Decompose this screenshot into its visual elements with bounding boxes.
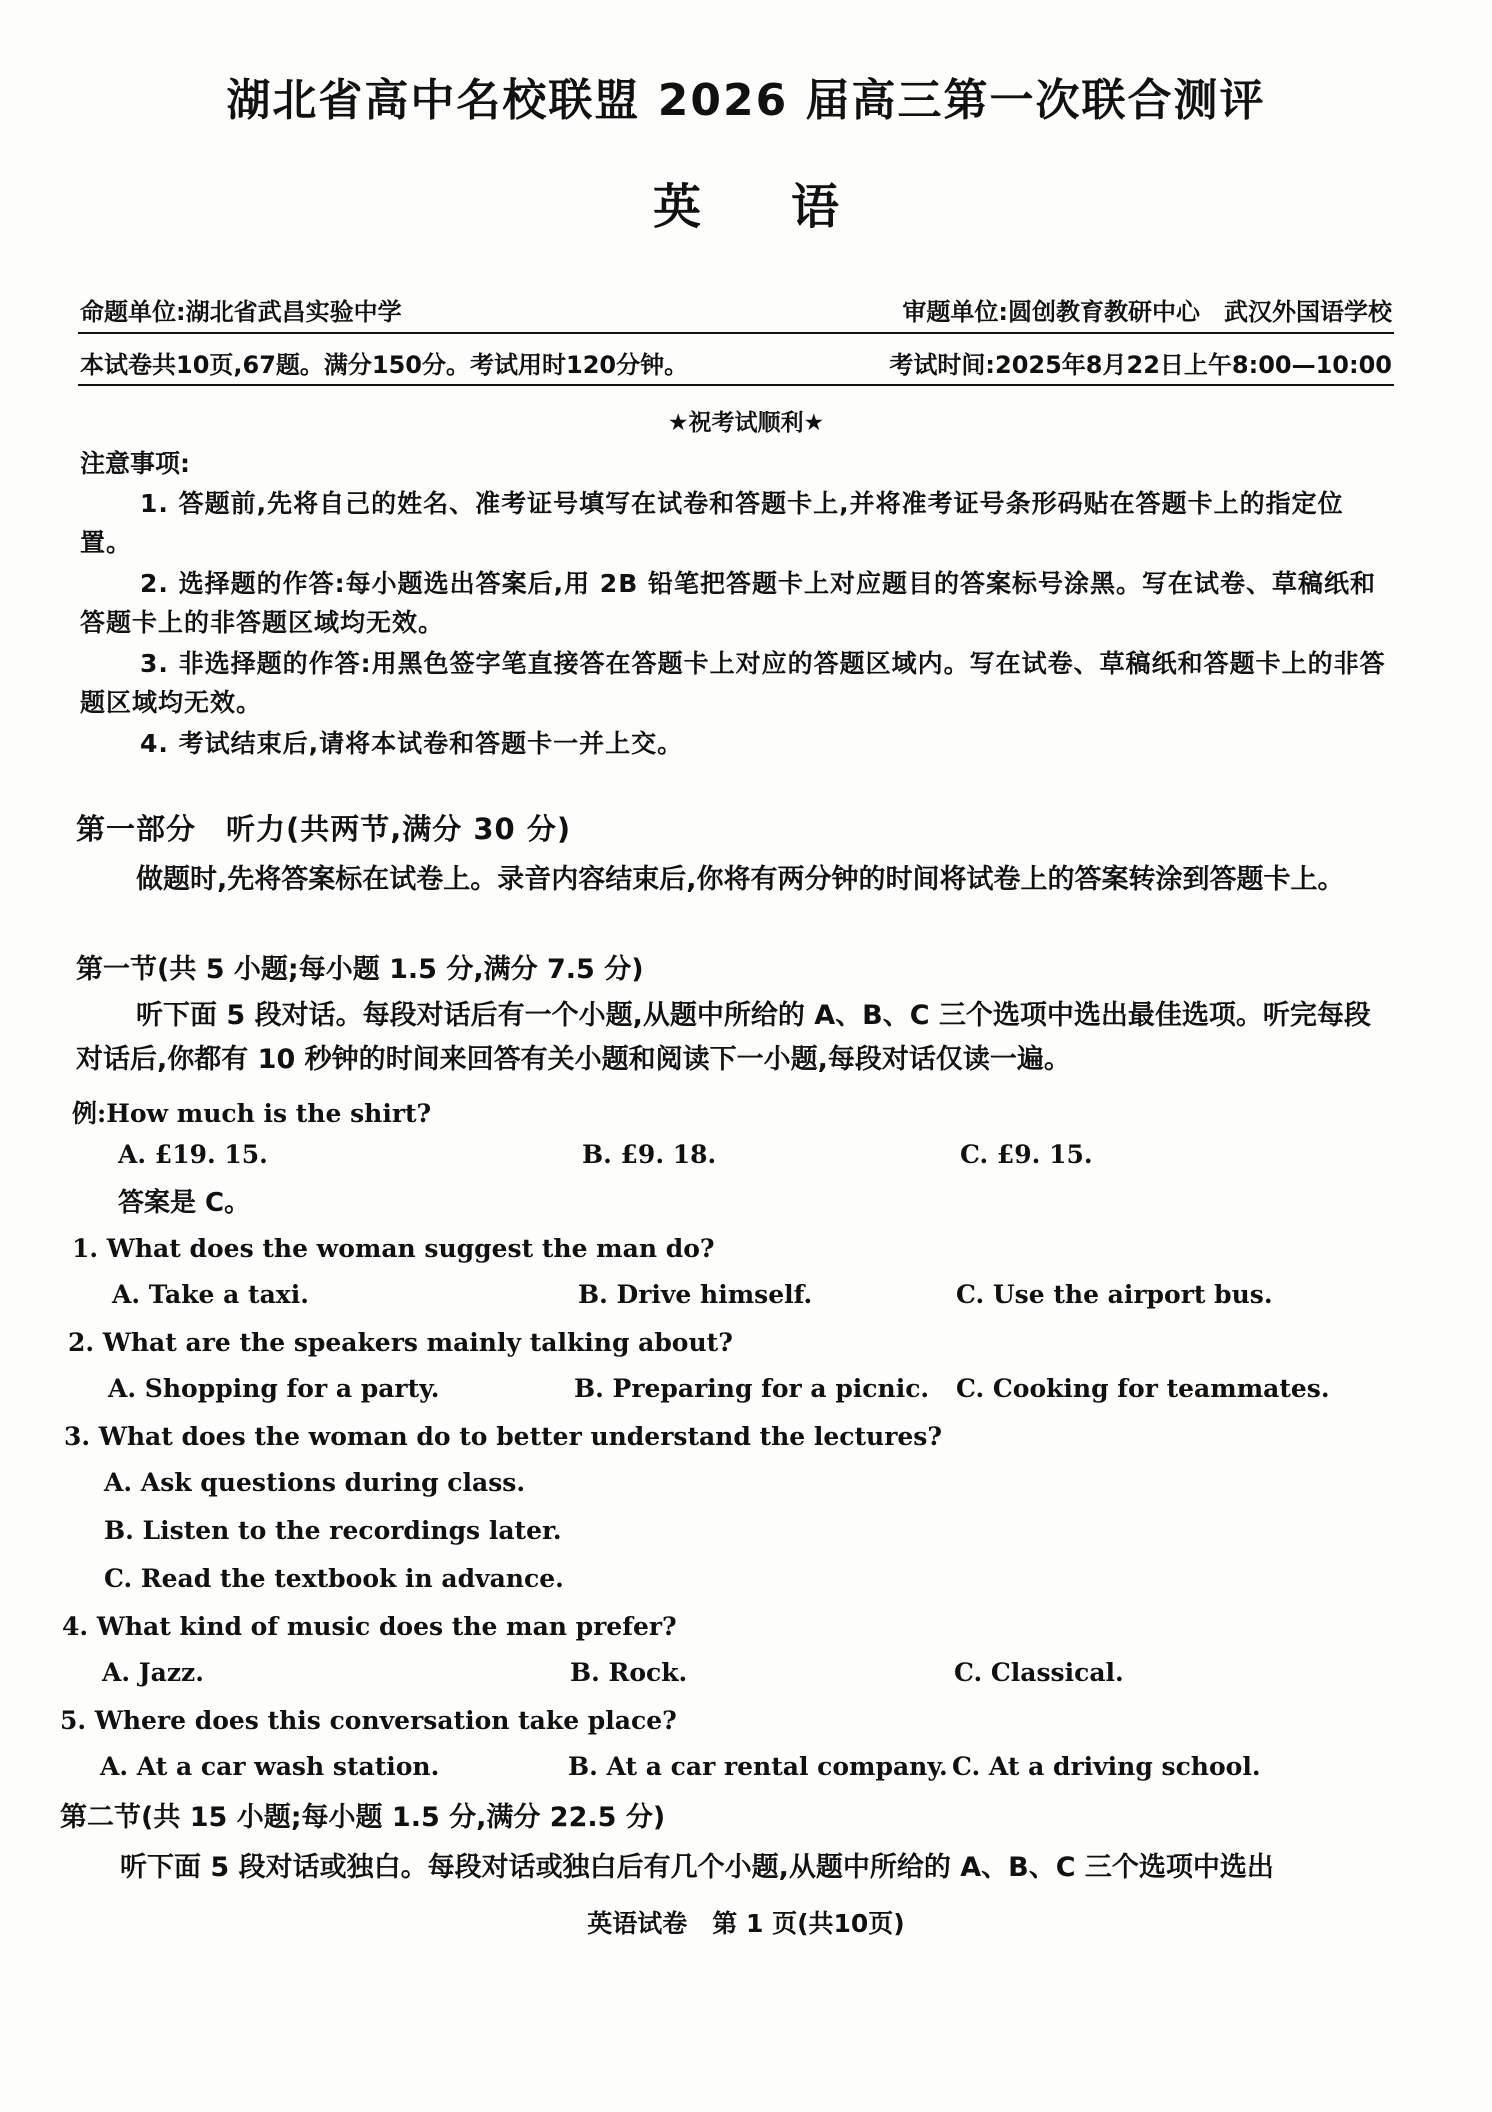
question-5-option-b: B. At a car rental company. [568, 1752, 948, 1781]
notice-item: 2. 选择题的作答:每小题选出答案后,用 2B 铅笔把答题卡上对应题目的答案标号涂黑。写在试卷、草稿纸和答题卡上的非答题区域均无效。 [80, 569, 1376, 637]
question-4-option-c: C. Classical. [954, 1658, 1124, 1687]
section-heading: 第二节(共 15 小题;每小题 1.5 分,满分 22.5 分) [60, 1802, 666, 1833]
paper-info: 本试卷共10页,67题。满分150分。考试用时120分钟。 [80, 351, 689, 379]
question-5: 5. Where does this conversation take place? [60, 1706, 677, 1735]
question-3-option-a: A. Ask questions during class. [104, 1468, 526, 1497]
notice-heading: 注意事项: [80, 449, 190, 478]
meta-row-info [80, 345, 1392, 380]
section-intro: 听下面 5 段对话或独白。每段对话或独白后有几个小题,从题中所给的 A、B、C 三个选项中选出 [120, 1852, 1274, 1883]
proposer-unit: 命题单位:湖北省武昌实验中学 [80, 298, 402, 326]
reviewer-unit: 审题单位:圆创教育教研中心 武汉外国语学校 [902, 298, 1392, 326]
divider-line [78, 332, 1394, 334]
question-2-option-b: B. Preparing for a picnic. [574, 1374, 930, 1403]
question-4: 4. What kind of music does the man prefer? [62, 1612, 677, 1641]
question-5-option-a: A. At a car wash station. [100, 1752, 440, 1781]
question-1: 1. What does the woman suggest the man do? [72, 1234, 715, 1263]
question-3-option-c: C. Read the textbook in advance. [104, 1564, 564, 1593]
example-option-a: A. £19. 15. [118, 1140, 268, 1169]
question-1-option-b: B. Drive himself. [578, 1280, 813, 1309]
question-5-option-c: C. At a driving school. [952, 1752, 1261, 1781]
question-1-option-c: C. Use the airport bus. [956, 1280, 1273, 1309]
question-3: 3. What does the woman do to better understand the lectures? [64, 1422, 943, 1451]
question-2-option-c: C. Cooking for teammates. [956, 1374, 1330, 1403]
part-intro: 做题时,先将答案标在试卷上。录音内容结束后,你将有两分钟的时间将试卷上的答案转涂到答题卡上。 [136, 864, 1345, 895]
subject-title: 英语 [652, 179, 929, 235]
question-3-option-b: B. Listen to the recordings later. [104, 1516, 562, 1545]
notice-item: 1. 答题前,先将自己的姓名、准考证号填写在试卷和答题卡上,并将准考证号条形码贴在答题卡上的指定位置。 [80, 489, 1344, 557]
question-2-option-a: A. Shopping for a party. [108, 1374, 440, 1403]
section-intro: 听下面 5 段对话。每段对话后有一个小题,从题中所给的 A、B、C 三个选项中选出最佳选项。听完每段对话后,你都有 10 秒钟的时间来回答有关小题和阅读下一小题,每段对话仅读一遍。 [76, 1000, 1371, 1075]
example-option-b: B. £9. 18. [582, 1140, 717, 1169]
part-heading: 第一部分 听力(共两节,满分 30 分) [76, 812, 572, 846]
page-footer: 英语试卷 第 1 页(共10页) [587, 1909, 905, 1938]
question-4-option-a: A. Jazz. [102, 1658, 204, 1687]
section-heading: 第一节(共 5 小题;每小题 1.5 分,满分 7.5 分) [76, 954, 644, 985]
question-4-option-b: B. Rock. [570, 1658, 688, 1687]
meta-row-units [80, 292, 1392, 327]
example-option-c: C. £9. 15. [960, 1140, 1093, 1169]
exam-title: 湖北省高中名校联盟 2026 届高三第一次联合测评 [226, 75, 1266, 126]
notice-item: 4. 考试结束后,请将本试卷和答题卡一并上交。 [140, 729, 684, 758]
question-2: 2. What are the speakers mainly talking about? [68, 1328, 733, 1357]
example-answer: 答案是 C。 [118, 1188, 251, 1218]
question-1-option-a: A. Take a taxi. [112, 1280, 309, 1309]
example-question: 例:How much is the shirt? [72, 1099, 432, 1128]
notice-item: 3. 非选择题的作答:用黑色签字笔直接答在答题卡上对应的答题区域内。写在试卷、草稿纸和答题卡上的非答题区域均无效。 [80, 649, 1386, 717]
exam-time: 考试时间:2025年8月22日上午8:00—10:00 [889, 351, 1392, 379]
good-luck-banner: ★祝考试顺利★ [667, 410, 825, 436]
divider-line [78, 384, 1394, 386]
